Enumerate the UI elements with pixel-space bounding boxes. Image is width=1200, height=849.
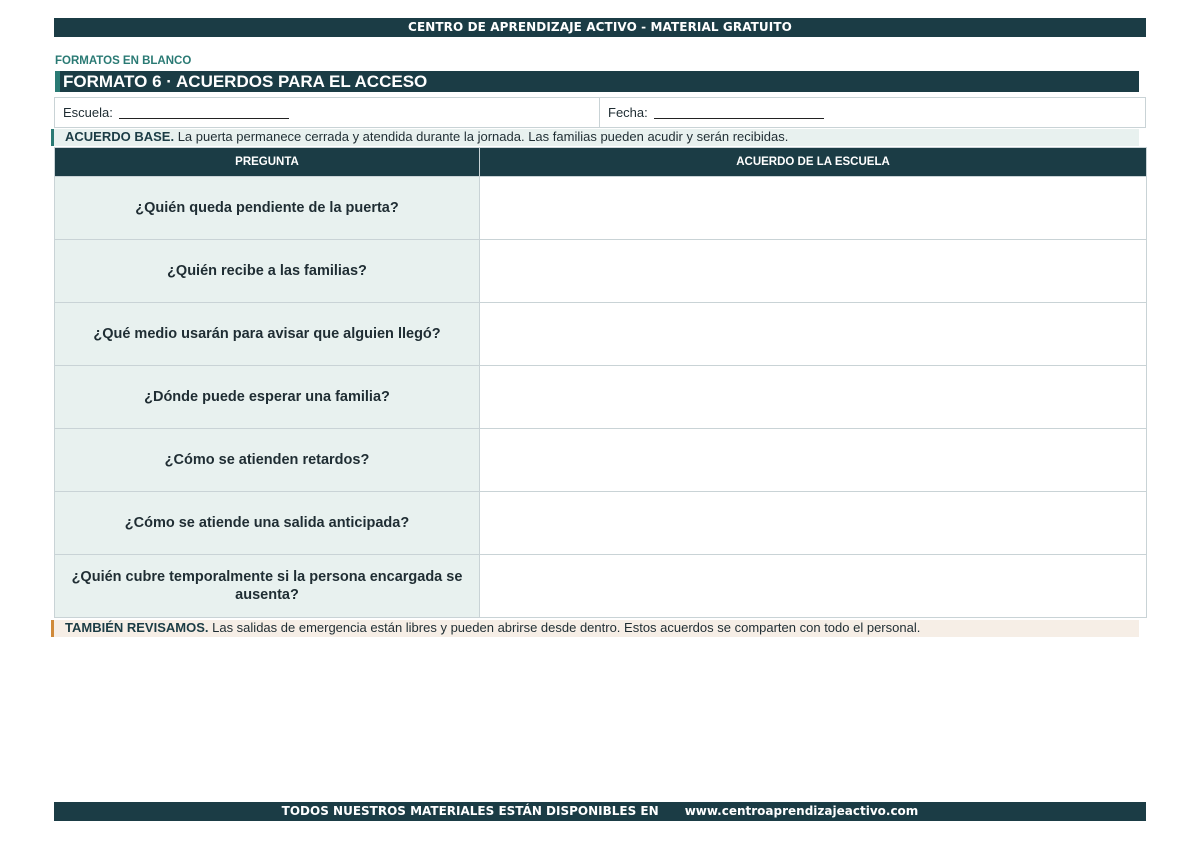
question-cell: ¿Cómo se atiende una salida anticipada? (55, 492, 480, 555)
table-row (55, 492, 1147, 555)
school-field[interactable] (54, 97, 600, 128)
review-text: Las salidas de emergencia están libres y pueden abrirse desde dentro. Estos acuerdos se comparten con todo el personal. (208, 620, 921, 635)
school-blank[interactable] (119, 104, 289, 119)
table-row (55, 555, 1147, 618)
question-cell: ¿Dónde puede esperar una familia? (55, 366, 480, 429)
table-row (55, 177, 1147, 240)
table-row (55, 366, 1147, 429)
agreements-table (54, 147, 1147, 618)
answer-cell[interactable] (480, 555, 1147, 618)
table-row (55, 429, 1147, 492)
question-cell: ¿Cómo se atienden retardos? (55, 429, 480, 492)
answer-cell[interactable] (480, 492, 1147, 555)
meta-row (54, 97, 1146, 128)
question-cell: ¿Quién cubre temporalmente si la persona encargada se ausenta? (55, 555, 480, 618)
review-label: TAMBIÉN REVISAMOS. (65, 620, 209, 635)
date-blank[interactable] (654, 104, 824, 119)
section-label: FORMATOS EN BLANCO (55, 55, 192, 67)
footer-text: TODOS NUESTROS MATERIALES ESTÁN DISPONIBLES EN (281, 804, 659, 818)
header-question: PREGUNTA (55, 148, 480, 177)
page-title: FORMATO 6 · ACUERDOS PARA EL ACCESO (55, 71, 1139, 92)
question-cell: ¿Qué medio usarán para avisar que alguien llegó? (55, 303, 480, 366)
top-banner: CENTRO DE APRENDIZAJE ACTIVO - MATERIAL GRATUITO (54, 18, 1146, 37)
base-agreement-note (51, 129, 1139, 146)
base-agreement-text: La puerta permanece cerrada y atendida durante la jornada. Las familias pueden acudir y serán recibidas. (174, 129, 789, 144)
answer-cell[interactable] (480, 240, 1147, 303)
question-cell: ¿Quién queda pendiente de la puerta? (55, 177, 480, 240)
answer-cell[interactable] (480, 429, 1147, 492)
footer-banner (54, 802, 1146, 821)
table-header-row (55, 148, 1147, 177)
answer-cell[interactable] (480, 177, 1147, 240)
table-row (55, 303, 1147, 366)
table-row (55, 240, 1147, 303)
review-note (51, 620, 1139, 637)
base-agreement-label: ACUERDO BASE. (65, 129, 175, 144)
answer-cell[interactable] (480, 366, 1147, 429)
question-cell: ¿Quién recibe a las familias? (55, 240, 480, 303)
footer-url-link[interactable]: www.centroaprendizajeactivo.com (684, 804, 919, 818)
answer-cell[interactable] (480, 303, 1147, 366)
header-agreement: ACUERDO DE LA ESCUELA (480, 148, 1147, 177)
date-field[interactable] (600, 97, 1146, 128)
school-label: Escuela: (63, 105, 113, 120)
date-label: Fecha: (608, 105, 648, 120)
